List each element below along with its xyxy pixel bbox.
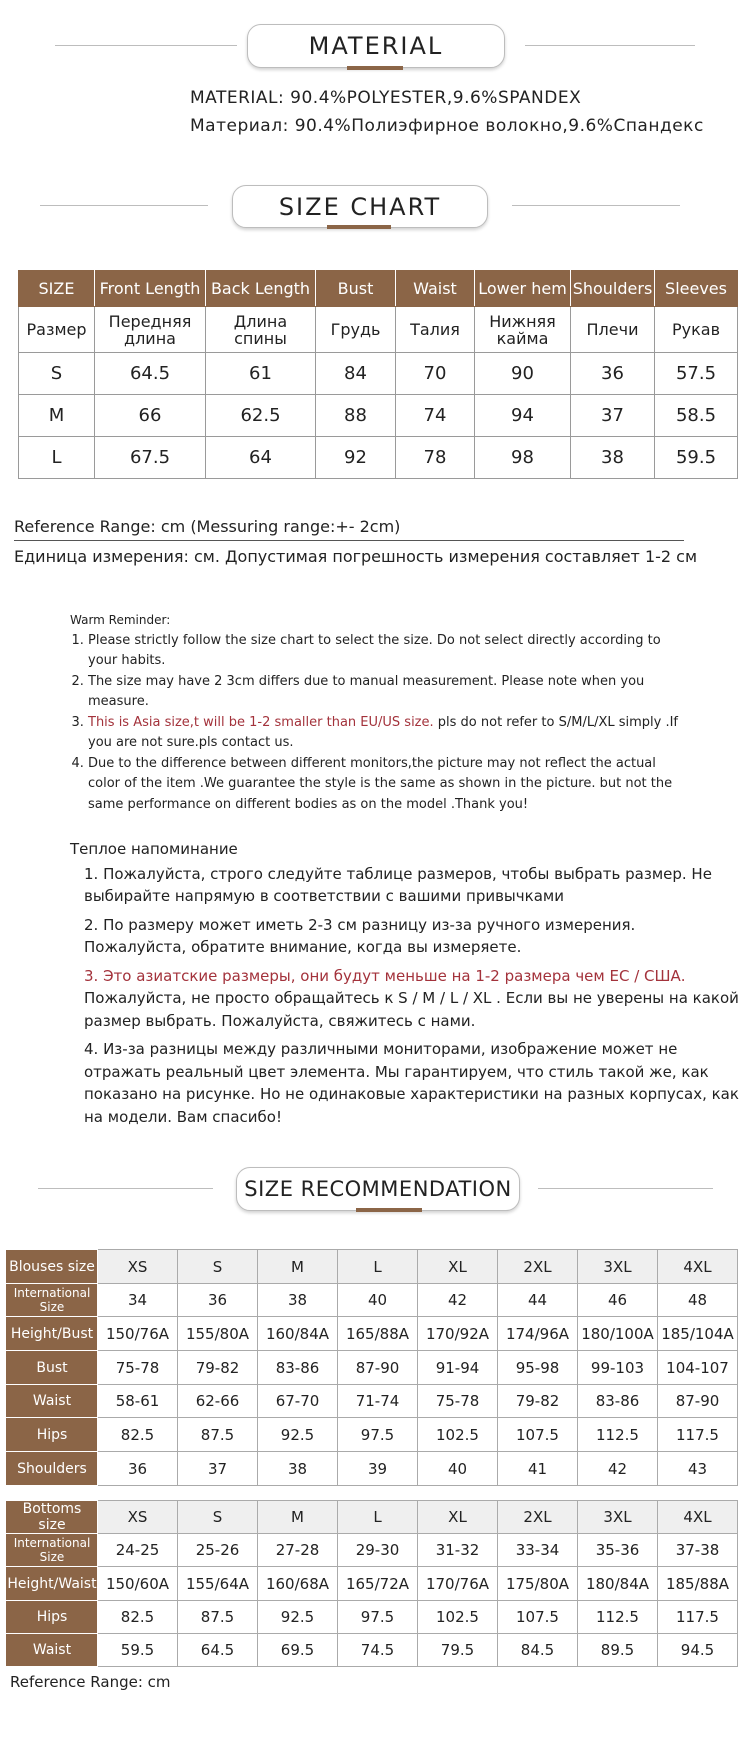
table-cell: S bbox=[19, 353, 95, 395]
table-cell: 62-66 bbox=[178, 1385, 258, 1418]
size-cell: S bbox=[178, 1501, 258, 1534]
reference-range-en: Reference Range: cm (Messuring range:+- 2cm) bbox=[14, 517, 401, 536]
table-cell: 74.5 bbox=[338, 1634, 418, 1667]
size-chart-divider-right bbox=[512, 205, 680, 206]
blouses-header-row bbox=[7, 1250, 738, 1284]
table-cell: 102.5 bbox=[418, 1601, 498, 1634]
header-cell: Lower hem bbox=[475, 271, 571, 307]
row-label: Height/Waist bbox=[7, 1567, 98, 1601]
table-cell: 79.5 bbox=[418, 1634, 498, 1667]
size-cell: 4XL bbox=[658, 1501, 738, 1534]
table-cell: 165/88A bbox=[338, 1317, 418, 1351]
header-cell: Front Length bbox=[95, 271, 206, 307]
table-cell: 174/96A bbox=[498, 1317, 578, 1351]
reminder-ru-item bbox=[84, 965, 740, 1033]
header-cell-ru: Передняя длина bbox=[95, 307, 206, 353]
table-cell: 84.5 bbox=[498, 1634, 578, 1667]
table-cell: 38 bbox=[571, 437, 655, 479]
table-cell: M bbox=[19, 395, 95, 437]
table-cell: 71-74 bbox=[338, 1385, 418, 1418]
reminder-en-item: 4. Due to the difference between different monitors,the picture may not reflect the actual color of the item .We guarantee the style is the same as shown in the picture. but not the same performance on different bodies as on the model .Thank you! bbox=[88, 754, 680, 816]
table-cell: 90 bbox=[475, 353, 571, 395]
table-cell: 107.5 bbox=[498, 1601, 578, 1634]
table-cell: 69.5 bbox=[258, 1634, 338, 1667]
size-cell: S bbox=[178, 1250, 258, 1284]
table-cell: 36 bbox=[98, 1452, 178, 1486]
table-cell: 97.5 bbox=[338, 1418, 418, 1452]
header-cell: SIZE bbox=[19, 271, 95, 307]
table-cell: 40 bbox=[338, 1284, 418, 1317]
table-cell: 75-78 bbox=[418, 1385, 498, 1418]
material-title-underline bbox=[347, 66, 403, 70]
table-cell: 170/92A bbox=[418, 1317, 498, 1351]
size-cell: 4XL bbox=[658, 1250, 738, 1284]
reminder-en-item-highlight: This is Asia size,t will be 1-2 smaller than EU/US size. bbox=[88, 714, 434, 730]
table-cell: 88 bbox=[316, 395, 396, 437]
header-cell: Sleeves bbox=[655, 271, 738, 307]
reminder-ru-item: 4. Из-за разницы между различными мониторами, изображение может не отражать реальный цвет элемента. Мы гарантируем, что стиль такой же, как показано на рисунке. Но не одинаковые характеристики на разных корпусах, как на модели. Вам спасибо! bbox=[84, 1040, 739, 1126]
header-cell: Shoulders bbox=[571, 271, 655, 307]
table-cell: 37-38 bbox=[658, 1534, 738, 1567]
table-row bbox=[7, 1317, 738, 1351]
table-cell: 35-36 bbox=[578, 1534, 658, 1567]
table-cell: 70 bbox=[396, 353, 475, 395]
bottoms-header-row bbox=[7, 1501, 738, 1534]
size-chart-header-en bbox=[19, 271, 738, 307]
table-cell: 58-61 bbox=[98, 1385, 178, 1418]
table-cell: 46 bbox=[578, 1284, 658, 1317]
table-cell: 61 bbox=[206, 353, 316, 395]
reference-range-bottom: Reference Range: cm bbox=[10, 1673, 171, 1691]
size-chart-table bbox=[18, 270, 738, 479]
table-cell: 160/84A bbox=[258, 1317, 338, 1351]
table-cell: 58.5 bbox=[655, 395, 738, 437]
table-cell: L bbox=[19, 437, 95, 479]
reminder-ru-title: Теплое напоминание bbox=[70, 840, 238, 858]
table-cell: 87-90 bbox=[658, 1385, 738, 1418]
row-label: International Size bbox=[7, 1284, 98, 1317]
table-cell: 38 bbox=[258, 1284, 338, 1317]
material-line-en: MATERIAL: 90.4%POLYESTER,9.6%SPANDEX bbox=[190, 88, 582, 108]
table-cell: 89.5 bbox=[578, 1634, 658, 1667]
blouses-size-table bbox=[6, 1249, 738, 1486]
table-cell: 150/60A bbox=[98, 1567, 178, 1601]
table-row bbox=[19, 437, 738, 479]
row-label: Shoulders bbox=[7, 1452, 98, 1486]
size-chart-title-underline bbox=[327, 225, 391, 229]
table-cell: 112.5 bbox=[578, 1601, 658, 1634]
table-cell: 150/76A bbox=[98, 1317, 178, 1351]
table-cell: 36 bbox=[178, 1284, 258, 1317]
table-cell: 43 bbox=[658, 1452, 738, 1486]
table-cell: 87.5 bbox=[178, 1601, 258, 1634]
header-cell: Back Length bbox=[206, 271, 316, 307]
size-cell: L bbox=[338, 1501, 418, 1534]
table-row bbox=[7, 1418, 738, 1452]
header-cell-ru: Длина спины bbox=[206, 307, 316, 353]
recommendation-divider-left bbox=[38, 1188, 213, 1189]
size-chart-header-ru bbox=[19, 307, 738, 353]
reference-range-ru: Единица измерения: см. Допустимая погрешность измерения составляет 1-2 см bbox=[14, 547, 698, 566]
table-cell: 64 bbox=[206, 437, 316, 479]
table-cell: 78 bbox=[396, 437, 475, 479]
table-cell: 31-32 bbox=[418, 1534, 498, 1567]
header-cell-ru: Нижняя кайма bbox=[475, 307, 571, 353]
table-cell: 91-94 bbox=[418, 1351, 498, 1385]
reference-divider bbox=[14, 540, 684, 541]
table-row bbox=[7, 1351, 738, 1385]
table-cell: 24-25 bbox=[98, 1534, 178, 1567]
table-cell: 92.5 bbox=[258, 1601, 338, 1634]
table-cell: 83-86 bbox=[578, 1385, 658, 1418]
table-cell: 185/88A bbox=[658, 1567, 738, 1601]
table-cell: 94.5 bbox=[658, 1634, 738, 1667]
table-cell: 87-90 bbox=[338, 1351, 418, 1385]
table-cell: 37 bbox=[571, 395, 655, 437]
table-cell: 41 bbox=[498, 1452, 578, 1486]
size-cell: XL bbox=[418, 1501, 498, 1534]
table-cell: 87.5 bbox=[178, 1418, 258, 1452]
header-cell-ru: Грудь bbox=[316, 307, 396, 353]
table-cell: 64.5 bbox=[95, 353, 206, 395]
table-cell: 180/100A bbox=[578, 1317, 658, 1351]
row-label: Waist bbox=[7, 1385, 98, 1418]
reminder-ru bbox=[70, 838, 740, 1134]
material-divider-left bbox=[55, 45, 237, 46]
table-row bbox=[7, 1385, 738, 1418]
table-cell: 75-78 bbox=[98, 1351, 178, 1385]
row-label: Height/Bust bbox=[7, 1317, 98, 1351]
table-cell: 59.5 bbox=[98, 1634, 178, 1667]
row-label: Waist bbox=[7, 1634, 98, 1667]
table-cell: 79-82 bbox=[178, 1351, 258, 1385]
material-line-ru: Материал: 90.4%Полиэфирное волокно,9.6%Спандекс bbox=[190, 116, 704, 136]
size-cell: XS bbox=[98, 1501, 178, 1534]
table-cell: 66 bbox=[95, 395, 206, 437]
table-row bbox=[7, 1601, 738, 1634]
table-cell: 185/104A bbox=[658, 1317, 738, 1351]
table-cell: 95-98 bbox=[498, 1351, 578, 1385]
table-cell: 175/80A bbox=[498, 1567, 578, 1601]
table-cell: 102.5 bbox=[418, 1418, 498, 1452]
table-cell: 117.5 bbox=[658, 1601, 738, 1634]
table-cell: 42 bbox=[578, 1452, 658, 1486]
header-cell-ru: Рукав bbox=[655, 307, 738, 353]
table-cell: 64.5 bbox=[178, 1634, 258, 1667]
reminder-en-title: Warm Reminder: bbox=[70, 613, 171, 627]
reminder-ru-item-rest: Пожалуйста, не просто обращайтесь к S / M / L / XL . Если вы не уверены на какой размер выбрать. Пожалуйста, свяжитесь с нами. bbox=[84, 989, 739, 1030]
material-divider-right bbox=[525, 45, 695, 46]
reminder-en-item-rest: pls do not refer to S/M/L/XL simply .If you are not sure.pls contact us. bbox=[88, 714, 679, 750]
table-cell: 67-70 bbox=[258, 1385, 338, 1418]
size-cell: 2XL bbox=[498, 1250, 578, 1284]
material-title: MATERIAL bbox=[247, 24, 505, 68]
table-cell: 92 bbox=[316, 437, 396, 479]
row-label: Bust bbox=[7, 1351, 98, 1385]
bottoms-size-table bbox=[6, 1500, 738, 1667]
table-cell: 59.5 bbox=[655, 437, 738, 479]
table-cell: 99-103 bbox=[578, 1351, 658, 1385]
table-row bbox=[7, 1284, 738, 1317]
size-cell: 3XL bbox=[578, 1250, 658, 1284]
table-cell: 165/72A bbox=[338, 1567, 418, 1601]
table-cell: 42 bbox=[418, 1284, 498, 1317]
table-cell: 29-30 bbox=[338, 1534, 418, 1567]
reminder-en bbox=[70, 610, 680, 815]
table-cell: 98 bbox=[475, 437, 571, 479]
table-row bbox=[7, 1567, 738, 1601]
size-cell: XS bbox=[98, 1250, 178, 1284]
row-label: Hips bbox=[7, 1601, 98, 1634]
table-cell: 79-82 bbox=[498, 1385, 578, 1418]
size-cell: 3XL bbox=[578, 1501, 658, 1534]
table-cell: 44 bbox=[498, 1284, 578, 1317]
blouses-size-label: Blouses size bbox=[7, 1250, 98, 1284]
table-cell: 57.5 bbox=[655, 353, 738, 395]
size-cell: XL bbox=[418, 1250, 498, 1284]
table-cell: 97.5 bbox=[338, 1601, 418, 1634]
table-cell: 107.5 bbox=[498, 1418, 578, 1452]
size-chart-divider-left bbox=[40, 205, 208, 206]
table-cell: 33-34 bbox=[498, 1534, 578, 1567]
reminder-en-item bbox=[88, 713, 680, 754]
recommendation-title: SIZE RECOMMENDATION bbox=[236, 1167, 520, 1211]
table-cell: 62.5 bbox=[206, 395, 316, 437]
table-cell: 38 bbox=[258, 1452, 338, 1486]
table-row bbox=[7, 1634, 738, 1667]
table-cell: 104-107 bbox=[658, 1351, 738, 1385]
table-cell: 94 bbox=[475, 395, 571, 437]
table-cell: 27-28 bbox=[258, 1534, 338, 1567]
table-cell: 74 bbox=[396, 395, 475, 437]
table-row bbox=[7, 1534, 738, 1567]
reminder-ru-item: 2. По размеру может иметь 2-3 см разницу из-за ручного измерения. Пожалуйста, обратите внимание, когда вы измеряете. bbox=[84, 915, 636, 956]
header-cell-ru: Талия bbox=[396, 307, 475, 353]
reminder-en-item: 1. Please strictly follow the size chart to select the size. Do not select directly according to your habits. bbox=[88, 631, 680, 672]
table-cell: 112.5 bbox=[578, 1418, 658, 1452]
recommendation-divider-right bbox=[538, 1188, 713, 1189]
table-cell: 160/68A bbox=[258, 1567, 338, 1601]
table-cell: 155/80A bbox=[178, 1317, 258, 1351]
table-row bbox=[7, 1452, 738, 1486]
reminder-en-item: 2. The size may have 2 3cm differs due to manual measurement. Please note when you measure. bbox=[88, 672, 680, 713]
table-cell: 82.5 bbox=[98, 1418, 178, 1452]
table-cell: 83-86 bbox=[258, 1351, 338, 1385]
table-cell: 67.5 bbox=[95, 437, 206, 479]
table-row bbox=[19, 395, 738, 437]
table-cell: 39 bbox=[338, 1452, 418, 1486]
table-cell: 92.5 bbox=[258, 1418, 338, 1452]
table-cell: 170/76A bbox=[418, 1567, 498, 1601]
table-cell: 84 bbox=[316, 353, 396, 395]
header-cell-ru: Плечи bbox=[571, 307, 655, 353]
table-cell: 82.5 bbox=[98, 1601, 178, 1634]
reminder-ru-item: 1. Пожалуйста, строго следуйте таблице размеров, чтобы выбрать размер. Не выбирайте напрямую в соответствии с вашими привычками bbox=[84, 864, 712, 905]
size-chart-title: SIZE CHART bbox=[232, 185, 488, 228]
table-cell: 48 bbox=[658, 1284, 738, 1317]
table-cell: 34 bbox=[98, 1284, 178, 1317]
size-cell: 2XL bbox=[498, 1501, 578, 1534]
header-cell: Bust bbox=[316, 271, 396, 307]
table-cell: 36 bbox=[571, 353, 655, 395]
size-cell: M bbox=[258, 1250, 338, 1284]
table-row bbox=[19, 353, 738, 395]
row-label: Hips bbox=[7, 1418, 98, 1452]
row-label: International Size bbox=[7, 1534, 98, 1567]
table-cell: 180/84A bbox=[578, 1567, 658, 1601]
size-cell: L bbox=[338, 1250, 418, 1284]
recommendation-title-underline bbox=[356, 1208, 422, 1212]
size-cell: M bbox=[258, 1501, 338, 1534]
table-cell: 117.5 bbox=[658, 1418, 738, 1452]
table-cell: 155/64A bbox=[178, 1567, 258, 1601]
reminder-ru-item-highlight: 3. Это азиатские размеры, они будут меньше на 1-2 размера чем ЕС / США. bbox=[84, 966, 686, 985]
header-cell-ru: Размер bbox=[19, 307, 95, 353]
table-cell: 25-26 bbox=[178, 1534, 258, 1567]
table-cell: 40 bbox=[418, 1452, 498, 1486]
header-cell: Waist bbox=[396, 271, 475, 307]
bottoms-size-label: Bottoms size bbox=[7, 1501, 98, 1534]
table-cell: 37 bbox=[178, 1452, 258, 1486]
